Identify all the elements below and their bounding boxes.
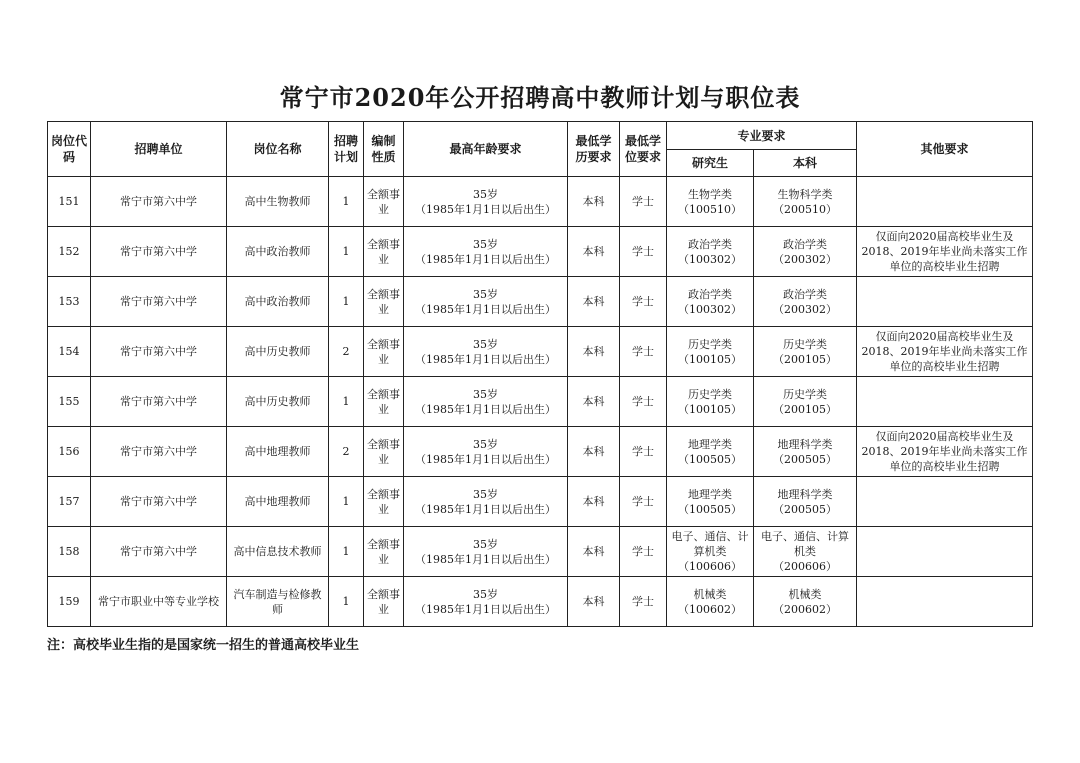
cell-degree: 学士 bbox=[620, 327, 667, 377]
age-limit: 35岁 bbox=[473, 187, 498, 201]
cell-edu: 本科 bbox=[568, 477, 620, 527]
cell-age bbox=[404, 327, 568, 377]
cell-degree: 学士 bbox=[620, 527, 667, 577]
age-birth-note: （1985年1月1日以后出生） bbox=[415, 602, 556, 616]
header-code: 岗位代码 bbox=[48, 122, 91, 177]
cell-edu: 本科 bbox=[568, 327, 620, 377]
undergrad-major-name: 生物科学类 bbox=[777, 187, 833, 201]
cell-edu: 本科 bbox=[568, 377, 620, 427]
header-edu: 最低学历要求 bbox=[568, 122, 620, 177]
age-limit: 35岁 bbox=[473, 437, 498, 451]
age-birth-note: （1985年1月1日以后出生） bbox=[415, 552, 556, 566]
cell-age bbox=[404, 277, 568, 327]
grad-major-name: 生物学类 bbox=[688, 187, 732, 201]
table-row bbox=[48, 227, 1033, 277]
grad-major-code: （100105） bbox=[678, 402, 742, 416]
table-row bbox=[48, 527, 1033, 577]
undergrad-major-name: 电子、通信、计算机类 bbox=[761, 530, 849, 558]
cell-other bbox=[857, 377, 1033, 427]
header-undergrad: 本科 bbox=[754, 150, 857, 177]
table-row bbox=[48, 277, 1033, 327]
grad-major-name: 历史学类 bbox=[688, 387, 732, 401]
age-birth-note: （1985年1月1日以后出生） bbox=[415, 352, 556, 366]
cell-undergrad-major bbox=[754, 377, 857, 427]
cell-plan: 2 bbox=[329, 427, 364, 477]
cell-code: 158 bbox=[48, 527, 91, 577]
grad-major-code: （100105） bbox=[678, 352, 742, 366]
cell-plan: 1 bbox=[329, 577, 364, 627]
age-birth-note: （1985年1月1日以后出生） bbox=[415, 502, 556, 516]
cell-plan: 1 bbox=[329, 377, 364, 427]
cell-degree: 学士 bbox=[620, 577, 667, 627]
cell-nature: 全额事业 bbox=[364, 377, 404, 427]
cell-post: 高中政治教师 bbox=[227, 277, 329, 327]
header-other: 其他要求 bbox=[857, 122, 1033, 177]
cell-plan: 2 bbox=[329, 327, 364, 377]
age-limit: 35岁 bbox=[473, 337, 498, 351]
cell-undergrad-major bbox=[754, 177, 857, 227]
cell-other: 仅面向2020届高校毕业生及2018、2019年毕业尚未落实工作单位的高校毕业生招聘 bbox=[857, 227, 1033, 277]
cell-nature: 全额事业 bbox=[364, 427, 404, 477]
table-row bbox=[48, 377, 1033, 427]
cell-code: 159 bbox=[48, 577, 91, 627]
age-birth-note: （1985年1月1日以后出生） bbox=[415, 202, 556, 216]
undergrad-major-code: （200105） bbox=[773, 402, 837, 416]
table-row bbox=[48, 177, 1033, 227]
age-limit: 35岁 bbox=[473, 587, 498, 601]
cell-grad-major bbox=[667, 427, 754, 477]
cell-unit: 常宁市职业中等专业学校 bbox=[91, 577, 227, 627]
cell-post: 高中地理教师 bbox=[227, 427, 329, 477]
table-row bbox=[48, 477, 1033, 527]
age-limit: 35岁 bbox=[473, 287, 498, 301]
cell-age bbox=[404, 177, 568, 227]
grad-major-name: 历史学类 bbox=[688, 337, 732, 351]
age-birth-note: （1985年1月1日以后出生） bbox=[415, 252, 556, 266]
age-birth-note: （1985年1月1日以后出生） bbox=[415, 402, 556, 416]
cell-other bbox=[857, 527, 1033, 577]
cell-unit: 常宁市第六中学 bbox=[91, 227, 227, 277]
table-row bbox=[48, 327, 1033, 377]
cell-grad-major bbox=[667, 277, 754, 327]
cell-degree: 学士 bbox=[620, 377, 667, 427]
grad-major-code: （100606） bbox=[678, 560, 742, 573]
cell-undergrad-major bbox=[754, 527, 857, 577]
cell-post: 高中信息技术教师 bbox=[227, 527, 329, 577]
cell-nature: 全额事业 bbox=[364, 177, 404, 227]
undergrad-major-code: （200606） bbox=[773, 560, 837, 573]
cell-undergrad-major bbox=[754, 477, 857, 527]
header-post: 岗位名称 bbox=[227, 122, 329, 177]
cell-undergrad-major bbox=[754, 427, 857, 477]
cell-plan: 1 bbox=[329, 227, 364, 277]
undergrad-major-code: （200302） bbox=[773, 302, 837, 316]
cell-edu: 本科 bbox=[568, 277, 620, 327]
cell-unit: 常宁市第六中学 bbox=[91, 177, 227, 227]
cell-edu: 本科 bbox=[568, 227, 620, 277]
grad-major-code: （100302） bbox=[678, 252, 742, 266]
cell-plan: 1 bbox=[329, 527, 364, 577]
cell-other: 仅面向2020届高校毕业生及2018、2019年毕业尚未落实工作单位的高校毕业生招聘 bbox=[857, 427, 1033, 477]
cell-nature: 全额事业 bbox=[364, 477, 404, 527]
header-age: 最高年龄要求 bbox=[404, 122, 568, 177]
age-birth-note: （1985年1月1日以后出生） bbox=[415, 302, 556, 316]
undergrad-major-name: 地理科学类 bbox=[777, 437, 833, 451]
undergrad-major-name: 历史学类 bbox=[783, 337, 827, 351]
cell-grad-major bbox=[667, 377, 754, 427]
header-degree: 最低学位要求 bbox=[620, 122, 667, 177]
cell-degree: 学士 bbox=[620, 477, 667, 527]
cell-nature: 全额事业 bbox=[364, 277, 404, 327]
undergrad-major-code: （200302） bbox=[773, 252, 837, 266]
cell-age bbox=[404, 527, 568, 577]
cell-age bbox=[404, 427, 568, 477]
cell-unit: 常宁市第六中学 bbox=[91, 327, 227, 377]
grad-major-code: （100505） bbox=[678, 452, 742, 466]
header-plan: 招聘计划 bbox=[329, 122, 364, 177]
grad-major-name: 电子、通信、计算机类 bbox=[671, 530, 749, 558]
cell-code: 155 bbox=[48, 377, 91, 427]
cell-degree: 学士 bbox=[620, 177, 667, 227]
cell-code: 154 bbox=[48, 327, 91, 377]
grad-major-name: 地理学类 bbox=[688, 437, 732, 451]
cell-plan: 1 bbox=[329, 277, 364, 327]
cell-grad-major bbox=[667, 477, 754, 527]
cell-code: 152 bbox=[48, 227, 91, 277]
grad-major-name: 机械类 bbox=[693, 587, 727, 601]
cell-grad-major bbox=[667, 327, 754, 377]
undergrad-major-name: 政治学类 bbox=[783, 237, 827, 251]
undergrad-major-name: 地理科学类 bbox=[777, 487, 833, 501]
cell-undergrad-major bbox=[754, 277, 857, 327]
cell-unit: 常宁市第六中学 bbox=[91, 277, 227, 327]
cell-unit: 常宁市第六中学 bbox=[91, 527, 227, 577]
age-limit: 35岁 bbox=[473, 537, 498, 551]
cell-nature: 全额事业 bbox=[364, 327, 404, 377]
cell-post: 高中历史教师 bbox=[227, 327, 329, 377]
undergrad-major-code: （200602） bbox=[773, 602, 837, 616]
cell-nature: 全额事业 bbox=[364, 227, 404, 277]
cell-undergrad-major bbox=[754, 227, 857, 277]
cell-other bbox=[857, 477, 1033, 527]
cell-undergrad-major bbox=[754, 327, 857, 377]
cell-unit: 常宁市第六中学 bbox=[91, 477, 227, 527]
cell-age bbox=[404, 377, 568, 427]
grad-major-code: （100302） bbox=[678, 302, 742, 316]
cell-nature: 全额事业 bbox=[364, 577, 404, 627]
cell-post: 高中地理教师 bbox=[227, 477, 329, 527]
page-title: 常宁市2020年公开招聘高中教师计划与职位表 bbox=[279, 83, 801, 112]
cell-undergrad-major bbox=[754, 577, 857, 627]
undergrad-major-name: 机械类 bbox=[788, 587, 822, 601]
cell-grad-major bbox=[667, 527, 754, 577]
grad-major-name: 政治学类 bbox=[688, 287, 732, 301]
cell-grad-major bbox=[667, 177, 754, 227]
header-major: 专业要求 bbox=[667, 122, 857, 150]
cell-edu: 本科 bbox=[568, 577, 620, 627]
cell-age bbox=[404, 477, 568, 527]
cell-edu: 本科 bbox=[568, 177, 620, 227]
header-grad: 研究生 bbox=[667, 150, 754, 177]
cell-other bbox=[857, 577, 1033, 627]
cell-other bbox=[857, 177, 1033, 227]
undergrad-major-name: 政治学类 bbox=[783, 287, 827, 301]
table-body bbox=[48, 177, 1033, 627]
grad-major-code: （100602） bbox=[678, 602, 742, 616]
footnote: 注：高校毕业生指的是国家统一招生的普通高校毕业生 bbox=[47, 638, 360, 653]
cell-age bbox=[404, 227, 568, 277]
cell-post: 高中历史教师 bbox=[227, 377, 329, 427]
cell-other: 仅面向2020届高校毕业生及2018、2019年毕业尚未落实工作单位的高校毕业生招聘 bbox=[857, 327, 1033, 377]
header-nature: 编制性质 bbox=[364, 122, 404, 177]
cell-unit: 常宁市第六中学 bbox=[91, 427, 227, 477]
age-limit: 35岁 bbox=[473, 487, 498, 501]
age-limit: 35岁 bbox=[473, 237, 498, 251]
cell-unit: 常宁市第六中学 bbox=[91, 377, 227, 427]
cell-post: 高中政治教师 bbox=[227, 227, 329, 277]
cell-code: 151 bbox=[48, 177, 91, 227]
cell-plan: 1 bbox=[329, 177, 364, 227]
cell-other bbox=[857, 277, 1033, 327]
grad-major-code: （100510） bbox=[678, 202, 742, 216]
cell-age bbox=[404, 577, 568, 627]
cell-post: 高中生物教师 bbox=[227, 177, 329, 227]
grad-major-name: 政治学类 bbox=[688, 237, 732, 251]
cell-edu: 本科 bbox=[568, 427, 620, 477]
undergrad-major-code: （200505） bbox=[773, 502, 837, 516]
age-limit: 35岁 bbox=[473, 387, 498, 401]
cell-code: 153 bbox=[48, 277, 91, 327]
grad-major-code: （100505） bbox=[678, 502, 742, 516]
cell-degree: 学士 bbox=[620, 277, 667, 327]
cell-code: 157 bbox=[48, 477, 91, 527]
cell-edu: 本科 bbox=[568, 527, 620, 577]
cell-grad-major bbox=[667, 227, 754, 277]
table-header bbox=[48, 122, 1033, 177]
cell-post: 汽车制造与检修教师 bbox=[227, 577, 329, 627]
age-birth-note: （1985年1月1日以后出生） bbox=[415, 452, 556, 466]
cell-code: 156 bbox=[48, 427, 91, 477]
undergrad-major-code: （200505） bbox=[773, 452, 837, 466]
cell-plan: 1 bbox=[329, 477, 364, 527]
grad-major-name: 地理学类 bbox=[688, 487, 732, 501]
undergrad-major-name: 历史学类 bbox=[783, 387, 827, 401]
cell-grad-major bbox=[667, 577, 754, 627]
header-unit: 招聘单位 bbox=[91, 122, 227, 177]
cell-nature: 全额事业 bbox=[364, 527, 404, 577]
undergrad-major-code: （200510） bbox=[773, 202, 837, 216]
table-row bbox=[48, 577, 1033, 627]
cell-degree: 学士 bbox=[620, 427, 667, 477]
table-row bbox=[48, 427, 1033, 477]
recruitment-table bbox=[47, 121, 1033, 627]
cell-degree: 学士 bbox=[620, 227, 667, 277]
undergrad-major-code: （200105） bbox=[773, 352, 837, 366]
